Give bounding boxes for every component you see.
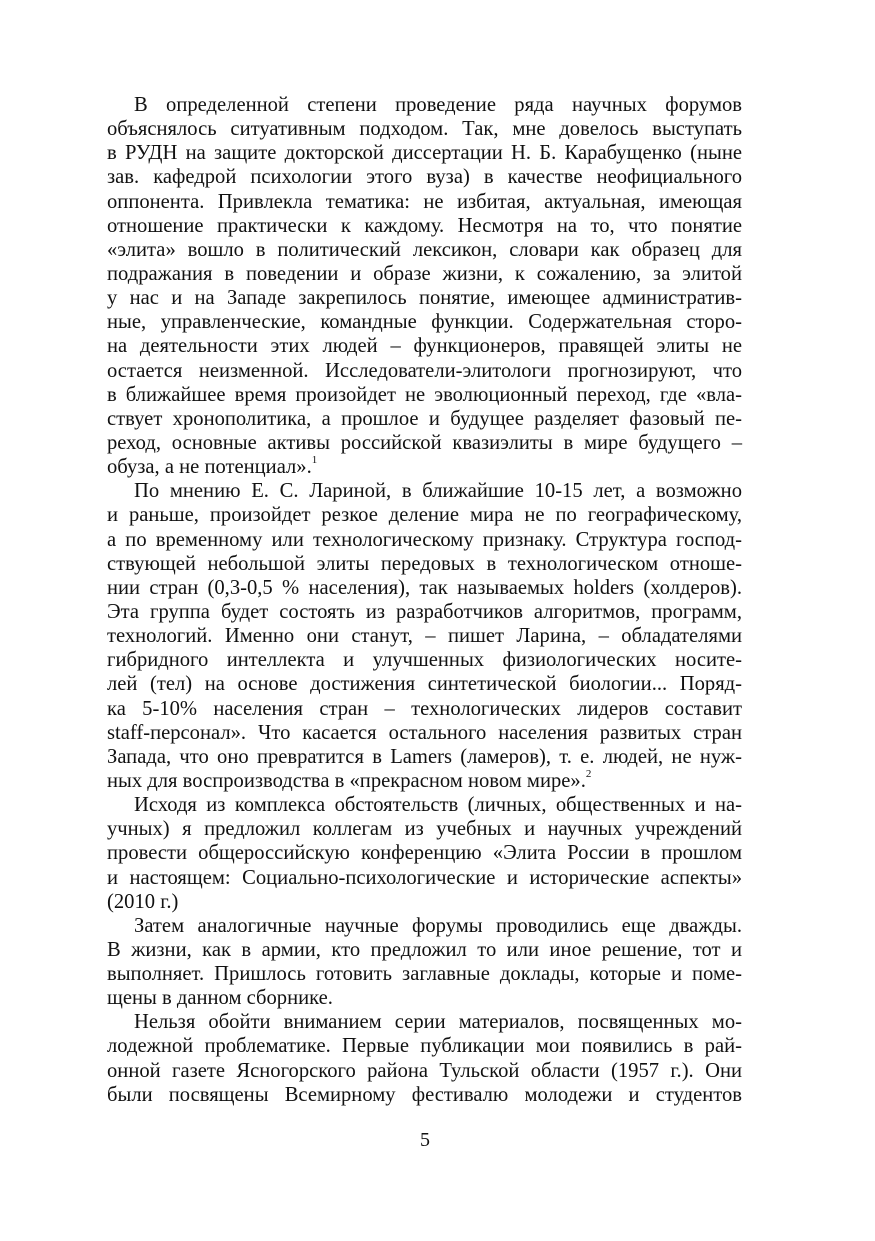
paragraph-2 <box>107 479 742 793</box>
text-line: на деятельности этих людей – функционеров, правящей элиты не <box>107 335 742 358</box>
paragraph-5 <box>107 1010 742 1107</box>
text-line: оппонента. Привлекла тематика: не избитая, актуальная, имеющая <box>107 190 742 213</box>
paragraph-4 <box>107 914 742 1011</box>
text-line <box>107 455 742 479</box>
text-line: учных) я предложил коллегам из учебных и научных учреждений <box>107 818 742 841</box>
text-line: зав. кафедрой психологии этого вуза) в качестве неофициального <box>107 166 742 189</box>
text-line: были посвящены Всемирному фестивалю молодежи и студентов <box>107 1083 742 1106</box>
text-line: отношение практически к каждому. Несмотря на то, что понятие <box>107 214 742 237</box>
text-line: ка 5-10% населения стран – технологических лидеров составит <box>107 697 742 720</box>
text-line: провести общероссийскую конференцию «Элита России в прошлом <box>107 842 742 865</box>
text-line: Затем аналогичные научные форумы проводились еще дважды. <box>134 914 742 937</box>
text-line: подражания в поведении и образе жизни, к сожалению, за элитой <box>107 262 742 285</box>
text-line: ные, управленческие, командные функции. Содержательная сторо- <box>107 311 742 334</box>
text-line: лодежной проблематике. Первые публикации мои появились в рай- <box>107 1035 742 1058</box>
text-line: онной газете Ясногорского района Тульской области (1957 г.). Они <box>107 1059 742 1082</box>
text-line: «элита» вошло в политический лексикон, словари как образец для <box>107 238 742 261</box>
page-number: 5 <box>420 1129 430 1151</box>
text-line: Эта группа будет состоять из разработчиков алгоритмов, программ, <box>107 600 742 623</box>
text-line: Исходя из комплекса обстоятельств (личных, общественных и на- <box>134 794 742 817</box>
paragraph-3 <box>107 793 742 914</box>
text-line: Нельзя обойти вниманием серии материалов, посвященных мо- <box>134 1011 742 1034</box>
text-line: ствующей небольшой элиты передовых в технологическом отноше- <box>107 552 742 575</box>
text-line: в ближайшее время произойдет не эволюционный переход, где «вла- <box>107 383 742 406</box>
text-line: Запада, что оно превратится в Lamers (ламеров), т. е. людей, не нуж- <box>107 745 742 768</box>
text-line-content: ных для воспроизводства в «прекрасном новом мире». <box>107 769 586 792</box>
footnote-ref-1[interactable]: 1 <box>311 454 318 467</box>
text-line: нии стран (0,3-0,5 % населения), так называемых holders (холдеров). <box>107 576 742 599</box>
text-line: и раньше, произойдет резкое деление мира не по географическому, <box>107 504 742 527</box>
footnote-ref-2[interactable]: 2 <box>585 768 592 781</box>
text-line-content: обуза, а не потенциал». <box>107 456 312 479</box>
text-line: выполняет. Пришлось готовить заглавные доклады, которые и поме- <box>107 963 742 986</box>
body-text <box>107 93 742 1107</box>
text-line: staff-персонал». Что касается остального населения развитых стран <box>107 721 742 744</box>
text-line: объяснялось ситуативным подходом. Так, мне довелось выступать <box>107 118 742 141</box>
text-line: ствует хронополитика, а прошлое и будущее разделяет фазовый пе- <box>107 407 742 430</box>
text-line: технологий. Именно они станут, – пишет Ларина, – обладателями <box>107 625 742 648</box>
text-line: гибридного интеллекта и улучшенных физиологических носите- <box>107 649 742 672</box>
text-line: остается неизменной. Исследователи-элитологи прогнозируют, что <box>107 359 742 382</box>
text-line: В определенной степени проведение ряда научных форумов <box>134 94 742 116</box>
text-line: щены в данном сборнике. <box>107 987 333 1010</box>
text-line: По мнению Е. С. Лариной, в ближайшие 10-15 лет, а возможно <box>134 480 742 503</box>
text-line: (2010 г.) <box>107 890 179 913</box>
paragraph-1 <box>107 93 742 479</box>
text-line: в РУДН на защите докторской диссертации Н. Б. Карабущенко (ныне <box>107 142 742 165</box>
text-line: В жизни, как в армии, кто предложил то или иное решение, тот и <box>107 938 742 961</box>
text-line <box>107 769 742 793</box>
text-line: и настоящем: Социально-психологические и исторические аспекты» <box>107 866 742 889</box>
text-line: а по временному или технологическому признаку. Структура господ- <box>107 528 742 551</box>
text-line: реход, основные активы российской квазиэлиты в мире будущего – <box>107 431 742 454</box>
text-line: у нас и на Западе закрепилось понятие, имеющее административ- <box>107 287 742 310</box>
text-line: лей (тел) на основе достижения синтетической биологии... Поряд- <box>107 673 742 696</box>
